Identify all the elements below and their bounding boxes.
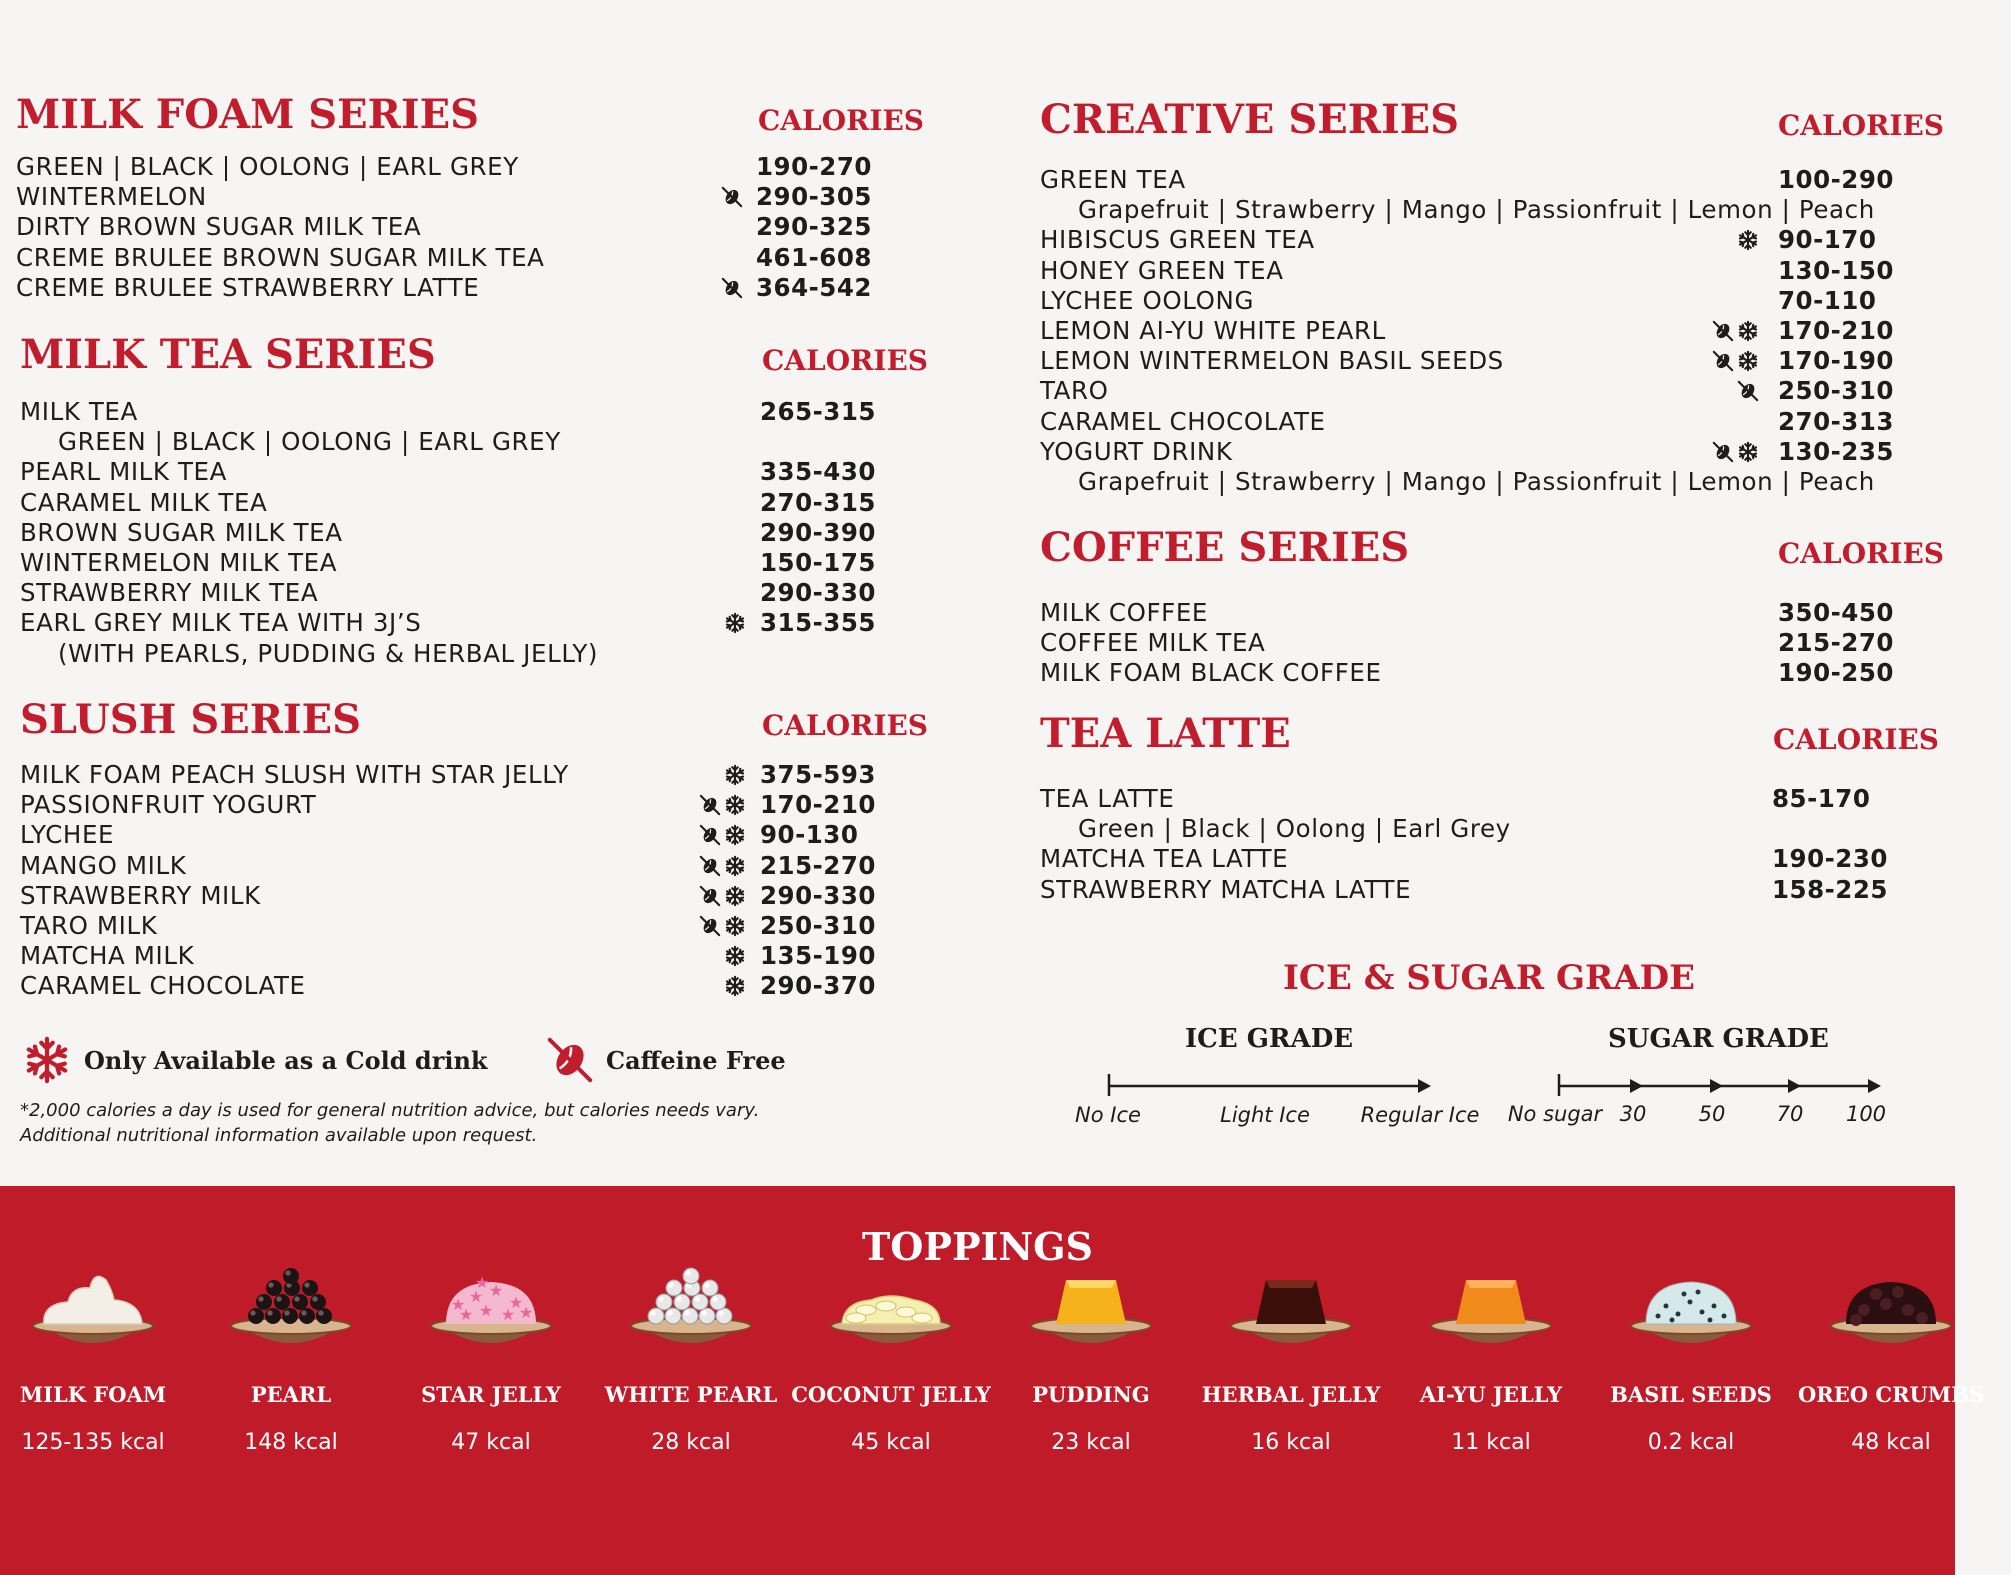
menu-item-name: GREEN TEA (1040, 165, 1186, 194)
creative-section (1040, 96, 1950, 497)
menu-item-calories: 90-170 (1778, 225, 1877, 255)
menu-item-calories: 130-150 (1778, 255, 1894, 285)
oreo-topping-icon (1826, 1266, 1956, 1356)
menu-item-name: MATCHA MILK (20, 941, 195, 971)
menu-item-name: CARAMEL CHOCOLATE (1040, 406, 1326, 436)
foam-topping-icon (28, 1266, 158, 1356)
menu-item-name: TARO MILK (20, 910, 158, 940)
menu-item-name: Grapefruit | Strawberry | Mango | Passionfruit | Lemon | Peach (1078, 466, 1875, 496)
pudding-topping-icon (1026, 1266, 1156, 1356)
topping-kcal: 148 kcal (244, 1430, 338, 1455)
coconut-topping-icon (826, 1266, 956, 1356)
calories-header: CALORIES (1778, 109, 1945, 142)
coffee-section (1040, 524, 1950, 689)
topping-item (1391, 1266, 1591, 1455)
menu-item-name: Green | Black | Oolong | Earl Grey (1078, 814, 1511, 844)
sugar-grade-label: 30 (1619, 1102, 1647, 1126)
topping-kcal: 16 kcal (1251, 1430, 1331, 1455)
menu-item-name: YOGURT DRINK (1040, 436, 1233, 466)
menu-item-calories: 100-290 (1778, 165, 1894, 194)
menu-item (1040, 316, 1950, 346)
calories-header: CALORIES (762, 709, 929, 742)
topping-kcal: 11 kcal (1451, 1430, 1531, 1455)
menu-item (1040, 286, 1950, 316)
basil-topping-icon (1626, 1266, 1756, 1356)
menu-item-calories: 158-225 (1772, 874, 1888, 904)
snowflake-icon (724, 855, 746, 877)
calories-header: CALORIES (1773, 723, 1940, 756)
snowflake-icon (724, 915, 746, 937)
svg-text:★: ★ (518, 1303, 534, 1322)
snowflake-icon (1737, 441, 1759, 463)
topping-item (591, 1266, 791, 1455)
caffeine-free-icon (548, 1038, 592, 1082)
menu-item-name: LYCHEE (20, 820, 115, 850)
snowflake-icon (24, 1037, 70, 1083)
menu-item (16, 182, 946, 212)
white-pearl-topping-icon (626, 1266, 756, 1356)
menu-item-icons (699, 911, 746, 941)
menu-item-icons (1712, 316, 1759, 346)
milk-tea-section (20, 331, 950, 669)
topping-item (0, 1266, 193, 1455)
topping-name: OREO CRUMBS (1798, 1382, 1984, 1407)
menu-item-calories: 215-270 (1778, 628, 1894, 658)
menu-item-calories: 170-210 (760, 790, 876, 820)
caffeine-free-icon (1712, 320, 1734, 342)
snowflake-icon (724, 885, 746, 907)
menu-item-calories: 250-310 (760, 910, 876, 940)
sugar-grade-label: No sugar (1507, 1102, 1603, 1126)
menu-item-calories: 375-593 (760, 760, 876, 789)
menu-item-calories: 90-130 (760, 820, 859, 850)
topping-item (191, 1266, 391, 1455)
star-topping-icon (426, 1266, 556, 1356)
snowflake-icon (724, 975, 746, 997)
snowflake-icon (724, 945, 746, 967)
menu-item-name: LYCHEE OOLONG (1040, 285, 1255, 315)
menu-item-icons (721, 182, 743, 212)
menu-item-calories: 335-430 (760, 457, 876, 487)
svg-text:★: ★ (508, 1293, 524, 1312)
caffeine-free-icon (721, 186, 743, 208)
menu-item-calories: 70-110 (1778, 285, 1877, 315)
svg-text:★: ★ (500, 1305, 516, 1324)
snowflake-icon (724, 794, 746, 816)
svg-text:★: ★ (458, 1305, 474, 1324)
sugar-grade-title: SUGAR GRADE (1608, 1024, 1829, 1054)
ice-grade-label: Regular Ice (1360, 1103, 1480, 1127)
grade-title: ICE & SUGAR GRADE (1283, 958, 1696, 998)
menu-item-calories: 290-330 (760, 880, 876, 910)
toppings-band (0, 1186, 1984, 1575)
topping-kcal: 28 kcal (651, 1430, 731, 1455)
menu-item-icons (724, 608, 746, 638)
legend-cold-label: Only Available as a Cold drink (84, 1045, 488, 1075)
caffeine-free-icon (699, 915, 721, 937)
menu-item (1040, 628, 1950, 658)
topping-item (1791, 1266, 1991, 1455)
tea-latte-section (1040, 710, 1950, 905)
ice-grade-title: ICE GRADE (1185, 1024, 1354, 1054)
legend-cold (24, 1037, 488, 1083)
menu-item-calories: 315-355 (760, 608, 876, 638)
menu-item-calories: 135-190 (760, 941, 876, 971)
menu-item-name: Grapefruit | Strawberry | Mango | Passionfruit | Lemon | Peach (1078, 195, 1875, 225)
calories-header: CALORIES (762, 344, 929, 377)
menu-item (20, 548, 950, 578)
menu-item-icons (724, 971, 746, 1001)
menu-item-subtext (1040, 814, 1950, 844)
menu-item (20, 790, 950, 820)
menu-item-subtext (1040, 195, 1950, 225)
menu-item-calories: 150-175 (760, 547, 876, 577)
topping-name: PUDDING (1032, 1382, 1150, 1407)
ice-grade-label: Light Ice (1220, 1103, 1310, 1127)
menu-item-name: MILK FOAM PEACH SLUSH WITH STAR JELLY (20, 760, 569, 789)
caffeine-free-icon (699, 824, 721, 846)
sugar-grade-label: 70 (1776, 1102, 1804, 1126)
svg-text:★: ★ (468, 1287, 484, 1306)
topping-name: WHITE PEARL (604, 1382, 778, 1407)
sugar-grade-scale (1550, 1070, 1890, 1100)
svg-text:★: ★ (488, 1281, 504, 1300)
menu-item-name: TEA LATTE (1040, 784, 1175, 813)
caffeine-free-icon (699, 794, 721, 816)
menu-item (20, 881, 950, 911)
menu-item-name: HIBISCUS GREEN TEA (1040, 225, 1315, 255)
menu-item (20, 518, 950, 548)
section-title: CREATIVE SERIES (1040, 96, 1460, 143)
menu-item-name: BROWN SUGAR MILK TEA (20, 517, 343, 547)
topping-item (991, 1266, 1191, 1455)
menu-item-subtext (20, 427, 950, 457)
menu-item-name: EARL GREY MILK TEA WITH 3J’S (20, 608, 422, 638)
svg-text:★: ★ (478, 1301, 494, 1320)
calories-header: CALORIES (758, 104, 925, 137)
menu-item-name: STRAWBERRY MILK TEA (20, 578, 319, 608)
ice-grade-scale (1100, 1070, 1440, 1100)
menu-item (1040, 598, 1950, 628)
menu-item-calories: 461-608 (756, 242, 872, 272)
menu-item-icons (1737, 376, 1759, 406)
menu-item-calories: 170-210 (1778, 315, 1894, 345)
snowflake-icon (724, 612, 746, 634)
svg-text:★: ★ (450, 1295, 466, 1314)
menu-item-calories: 290-370 (760, 971, 876, 1001)
menu-item-name: LEMON WINTERMELON BASIL SEEDS (1040, 346, 1504, 376)
menu-item-icons (721, 273, 743, 303)
menu-item-name: (WITH PEARLS, PUDDING & HERBAL JELLY) (58, 638, 599, 668)
menu-item-calories: 290-325 (756, 212, 872, 242)
menu-item-icons (699, 881, 746, 911)
pearl-topping-icon (226, 1266, 356, 1356)
topping-name: BASIL SEEDS (1610, 1382, 1772, 1407)
menu-item-calories: 215-270 (760, 850, 876, 880)
menu-item-name: LEMON AI-YU WHITE PEARL (1040, 315, 1386, 345)
menu-item-subtext (1040, 467, 1950, 497)
menu-item (20, 578, 950, 608)
menu-item-name: MILK TEA (20, 397, 138, 426)
menu-item-calories: 265-315 (760, 397, 876, 426)
menu-item-icons (699, 851, 746, 881)
snowflake-icon (1737, 229, 1759, 251)
menu-item-icons (1712, 346, 1759, 376)
snowflake-icon (724, 764, 746, 786)
aiyu-topping-icon (1426, 1266, 1556, 1356)
menu-item-name: WINTERMELON MILK TEA (20, 547, 338, 577)
menu-item (16, 273, 946, 303)
topping-kcal: 48 kcal (1851, 1430, 1931, 1455)
section-title: SLUSH SERIES (20, 696, 362, 743)
topping-name: AI-YU JELLY (1419, 1382, 1563, 1407)
menu-item-icons (724, 760, 746, 790)
snowflake-icon (1737, 350, 1759, 372)
menu-item-calories: 270-313 (1778, 406, 1894, 436)
topping-name: COCONUT JELLY (791, 1382, 991, 1407)
menu-item (1040, 165, 1950, 195)
nutrition-note-line2: Additional nutritional information available upon request. (20, 1125, 538, 1146)
menu-item-name: CARAMEL CHOCOLATE (20, 971, 306, 1001)
menu-item (20, 941, 950, 971)
menu-item-name: CARAMEL MILK TEA (20, 487, 268, 517)
menu-item (16, 243, 946, 273)
menu-item (20, 608, 950, 638)
legend-caffeine-free-label: Caffeine Free (606, 1045, 786, 1075)
topping-kcal: 45 kcal (851, 1430, 931, 1455)
topping-kcal: 23 kcal (1051, 1430, 1131, 1455)
herbal-topping-icon (1226, 1266, 1356, 1356)
sugar-grade-label: 50 (1698, 1102, 1726, 1126)
menu-item-name: GREEN | BLACK | OOLONG | EARL GREY (16, 152, 519, 181)
menu-item-calories: 190-250 (1778, 658, 1894, 688)
menu-item-name: MILK FOAM BLACK COFFEE (1040, 658, 1382, 688)
menu-item (1040, 225, 1950, 255)
caffeine-free-icon (1737, 380, 1759, 402)
topping-kcal: 125-135 kcal (21, 1430, 165, 1455)
menu-item-icons (1712, 437, 1759, 467)
menu-item (1040, 437, 1950, 467)
topping-name: STAR JELLY (421, 1382, 561, 1407)
sugar-grade-label: 100 (1845, 1102, 1887, 1126)
snowflake-icon (724, 824, 746, 846)
topping-item (791, 1266, 991, 1455)
menu-item (1040, 658, 1950, 688)
menu-item (20, 851, 950, 881)
menu-item-icons (699, 790, 746, 820)
section-title: TEA LATTE (1040, 710, 1291, 757)
nutrition-note-line1: *2,000 calories a day is used for general nutrition advice, but calories needs vary. (20, 1100, 760, 1121)
menu-item (20, 911, 950, 941)
menu-item-calories: 190-270 (756, 152, 872, 181)
svg-text:★: ★ (474, 1273, 490, 1292)
menu-item-calories: 270-315 (760, 487, 876, 517)
menu-item-name: CREME BRULEE BROWN SUGAR MILK TEA (16, 242, 545, 272)
menu-item-calories: 364-542 (756, 272, 872, 302)
topping-kcal: 0.2 kcal (1647, 1430, 1735, 1455)
menu-item-name: MANGO MILK (20, 850, 187, 880)
caffeine-free-icon (699, 885, 721, 907)
menu-item (16, 152, 946, 182)
menu-item-name: STRAWBERRY MATCHA LATTE (1040, 874, 1412, 904)
menu-item-icons (1737, 225, 1759, 255)
menu-item (1040, 784, 1950, 814)
menu-item-name: COFFEE MILK TEA (1040, 628, 1266, 658)
legend-caffeine-free (548, 1038, 786, 1082)
menu-item (1040, 875, 1950, 905)
menu-item-name: PEARL MILK TEA (20, 457, 227, 487)
menu-item (20, 820, 950, 850)
menu-item-name: TARO (1040, 376, 1109, 406)
section-title: MILK TEA SERIES (20, 331, 436, 378)
topping-name: MILK FOAM (19, 1382, 167, 1407)
menu-item-name: GREEN | BLACK | OOLONG | EARL GREY (58, 427, 561, 457)
menu-item-subtext (20, 639, 950, 669)
menu-item (20, 397, 950, 427)
caffeine-free-icon (1712, 441, 1734, 463)
menu-item-name: MILK COFFEE (1040, 598, 1209, 627)
menu-item-name: CREME BRULEE STRAWBERRY LATTE (16, 272, 480, 302)
topping-item (1591, 1266, 1791, 1455)
menu-item-calories: 250-310 (1778, 376, 1894, 406)
menu-item-calories: 85-170 (1772, 784, 1871, 813)
menu-item (1040, 844, 1950, 874)
menu-item-calories: 350-450 (1778, 598, 1894, 627)
caffeine-free-icon (699, 855, 721, 877)
menu-item-calories: 290-305 (756, 182, 872, 212)
menu-item-name: STRAWBERRY MILK (20, 880, 261, 910)
menu-item-name: WINTERMELON (16, 182, 207, 212)
topping-kcal: 47 kcal (451, 1430, 531, 1455)
menu-item-icons (699, 820, 746, 850)
menu-item-name: DIRTY BROWN SUGAR MILK TEA (16, 212, 422, 242)
toppings-title: TOPPINGS (862, 1224, 1093, 1269)
ice-grade-label: No Ice (1075, 1103, 1141, 1127)
menu-item (20, 457, 950, 487)
menu-item (1040, 256, 1950, 286)
menu-item-calories: 130-235 (1778, 436, 1894, 466)
menu-item (20, 971, 950, 1001)
menu-item-calories: 190-230 (1772, 844, 1888, 874)
milk-foam-section (16, 91, 946, 303)
menu-item-calories: 170-190 (1778, 346, 1894, 376)
topping-item (1191, 1266, 1391, 1455)
menu-item (20, 488, 950, 518)
caffeine-free-icon (721, 277, 743, 299)
menu-item (16, 212, 946, 242)
menu-item (1040, 346, 1950, 376)
menu-item (1040, 407, 1950, 437)
menu-item-calories: 290-390 (760, 517, 876, 547)
topping-name: PEARL (250, 1382, 332, 1407)
slush-section (20, 696, 950, 1002)
menu-item-name: PASSIONFRUIT YOGURT (20, 790, 317, 820)
caffeine-free-icon (1712, 350, 1734, 372)
menu-item (20, 760, 950, 790)
section-title: COFFEE SERIES (1040, 524, 1410, 571)
menu-item-icons (724, 941, 746, 971)
menu-item-name: HONEY GREEN TEA (1040, 255, 1284, 285)
menu-item-name: MATCHA TEA LATTE (1040, 844, 1289, 874)
menu-item (1040, 376, 1950, 406)
snowflake-icon (1737, 320, 1759, 342)
topping-item (391, 1266, 591, 1455)
topping-name: HERBAL JELLY (1201, 1382, 1381, 1407)
menu-item-calories: 290-330 (760, 578, 876, 608)
section-title: MILK FOAM SERIES (16, 91, 479, 138)
calories-header: CALORIES (1778, 537, 1945, 570)
